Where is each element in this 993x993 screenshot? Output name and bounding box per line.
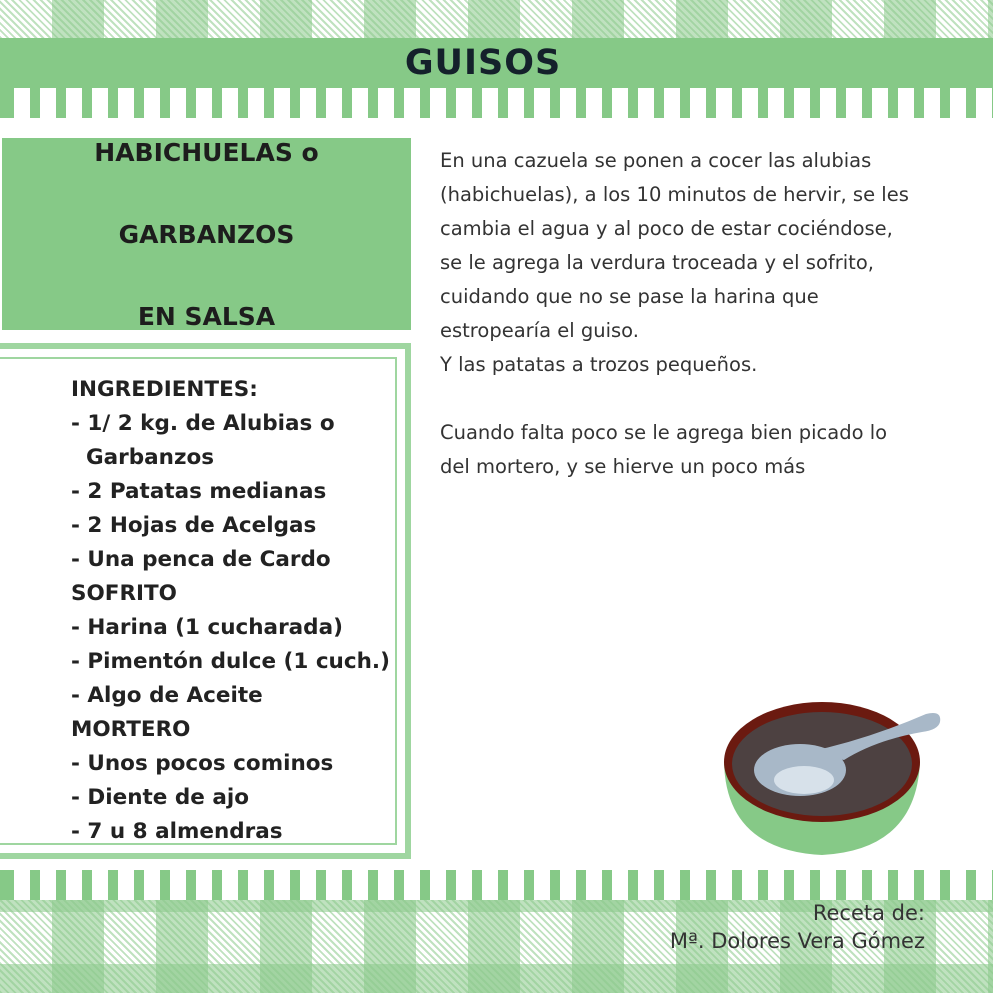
page-title: GUISOS [404,43,562,83]
bowl-with-spoon-icon [716,700,951,860]
instruction-line: (habichuelas), a los 10 minutos de hervir, se les [440,183,909,206]
recipe-title-line: HABICHUELAS o [94,137,319,167]
ingredient-item: - Harina (1 cucharada) [71,615,343,640]
ingredient-item: - 1/ 2 kg. de Alubias o [71,411,335,436]
ingredient-item: - Pimentón dulce (1 cuch.) [71,649,390,674]
ingredient-item: - Una penca de Cardo [71,547,331,572]
instruction-line: se le agrega la verdura troceada y el sofrito, [440,251,874,274]
recipe-title-line: GARBANZOS [118,219,295,249]
ingredient-item-continuation: Garbanzos [86,445,215,470]
credit-label: Receta de: [812,901,925,925]
instruction-spacer [440,382,960,416]
instruction-line: Y las patatas a trozos pequeños. [440,353,758,376]
ingredient-item: - Algo de Aceite [71,683,263,708]
instruction-line: cambia el agua y al poco de estar cociéndose, [440,217,893,240]
ingredient-item: - 2 Hojas de Acelgas [71,513,317,538]
header-title-box [396,38,570,88]
instructions-text [440,144,960,484]
bottom-tick-border [0,870,993,900]
ingredients-list [71,373,411,849]
ingredient-item: - 7 u 8 almendras [71,819,283,844]
instruction-line: En una cazuela se ponen a cocer las alubias [440,149,872,172]
ingredient-item: - Unos pocos cominos [71,751,334,776]
recipe-title-line: EN SALSA [137,301,276,331]
credit-author: Mª. Dolores Vera Gómez [669,929,925,953]
ingredients-heading: INGREDIENTES: [71,377,258,402]
instruction-line: del mortero, y se hierve un poco más [440,455,806,478]
ingredient-item: - 2 Patatas medianas [71,479,327,504]
recipe-credit [670,899,925,955]
sofrito-heading: SOFRITO [71,581,177,606]
instruction-line: estropearía el guiso. [440,319,639,342]
instruction-line: cuidando que no se pase la harina que [440,285,819,308]
recipe-title-box [2,138,411,330]
instruction-line: Cuando falta poco se le agrega bien picado lo [440,421,888,444]
recipe-title [94,91,318,378]
ingredient-item: - Diente de ajo [71,785,249,810]
mortero-heading: MORTERO [71,717,191,742]
